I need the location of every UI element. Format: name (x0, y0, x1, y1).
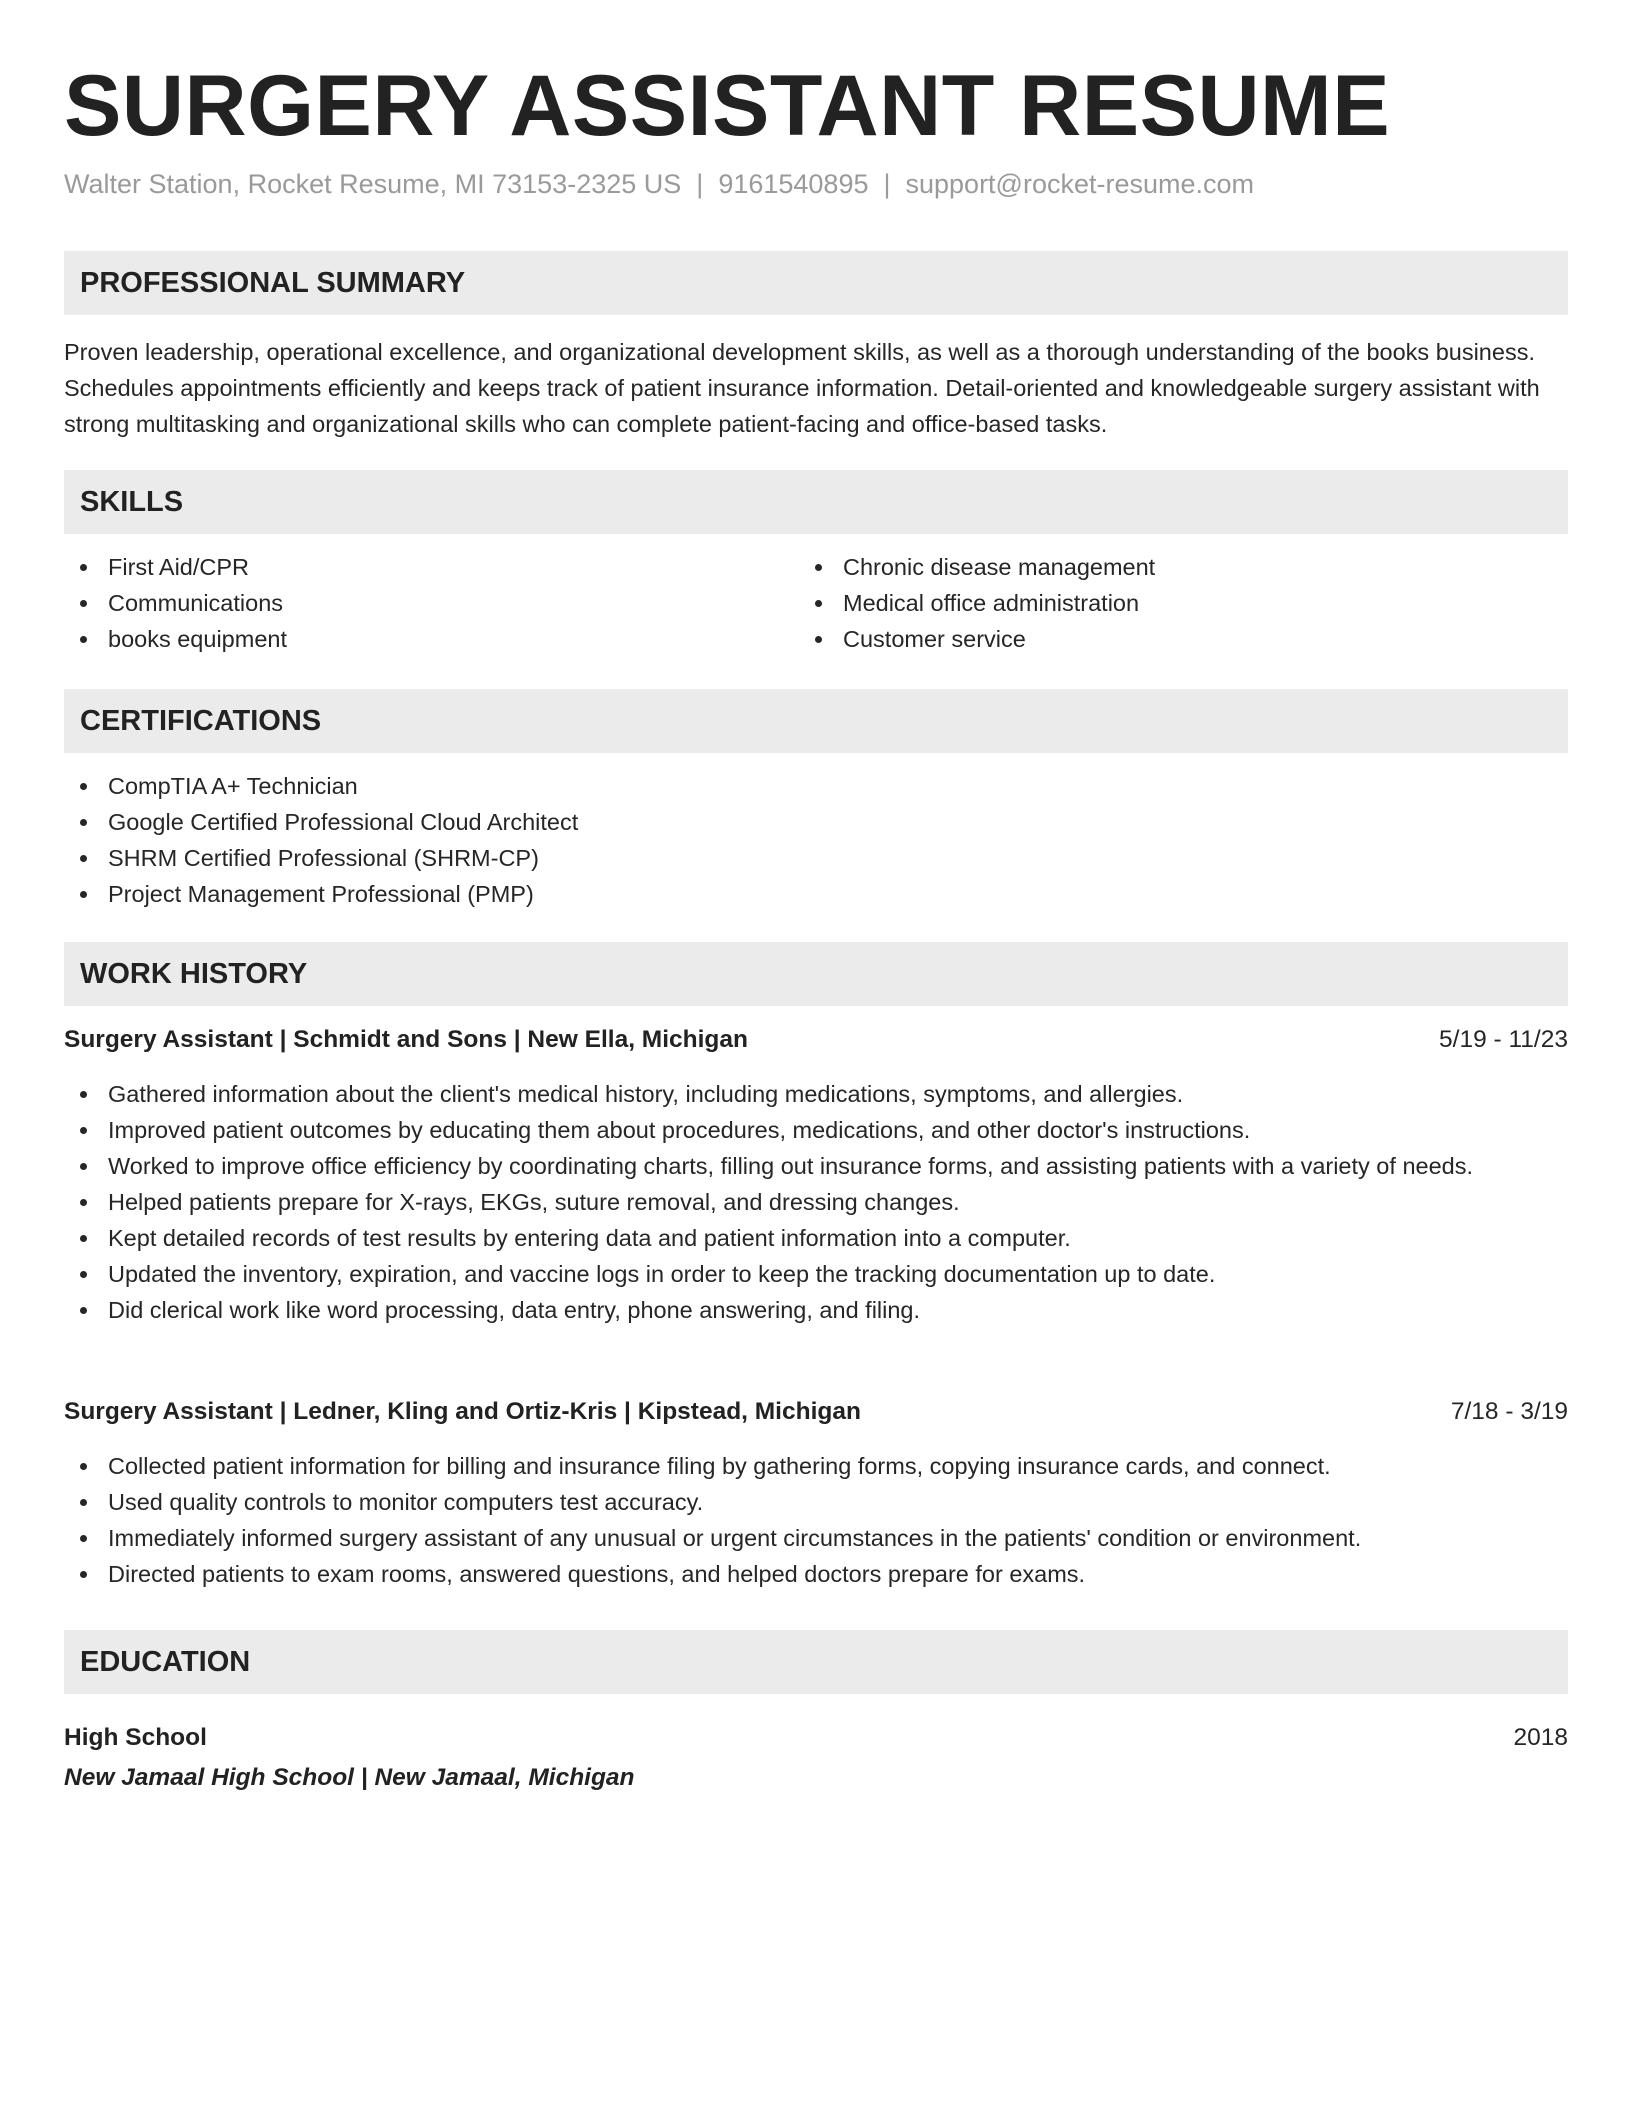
section-title: EDUCATION (80, 1646, 251, 1678)
job-title: Surgery Assistant | Schmidt and Sons | New Ella, Michigan (64, 1026, 748, 1053)
skill-item: Chronic disease management (799, 549, 1568, 585)
section-header-certifications (64, 689, 1568, 753)
job-header (64, 1022, 1568, 1058)
job-bullet: Worked to improve office efficiency by coordinating charts, filling out insurance forms, and assisting patients with a variety of needs. (64, 1148, 1568, 1184)
section-title: PROFESSIONAL SUMMARY (80, 267, 466, 299)
skill-item: First Aid/CPR (64, 549, 799, 585)
certification-item: Project Management Professional (PMP) (64, 876, 1568, 912)
education-header (64, 1720, 1568, 1756)
education-school: New Jamaal High School | New Jamaal, Michigan (64, 1764, 635, 1791)
job-bullet: Did clerical work like word processing, data entry, phone answering, and filing. (64, 1292, 1568, 1328)
job-header (64, 1394, 1568, 1430)
section-header-education (64, 1630, 1568, 1694)
job-bullet: Updated the inventory, expiration, and vaccine logs in order to keep the tracking documentation up to date. (64, 1256, 1568, 1292)
section-header-skills (64, 470, 1568, 534)
summary-text: Proven leadership, operational excellence, and organizational development skills, as well as a thorough understanding of the books business. Schedules appointments efficiently and keeps track of patient insurance information. Detail-oriented and knowledgeable surgery assistant with strong multitasking and organizational skills who can complete patient-facing and office-based tasks. (64, 339, 1540, 437)
skill-item: Customer service (799, 621, 1568, 657)
job-bullet: Kept detailed records of test results by entering data and patient information into a computer. (64, 1220, 1568, 1256)
job-dates: 5/19 - 11/23 (1439, 1026, 1568, 1053)
section-title: CERTIFICATIONS (80, 705, 322, 737)
skills-list-right (799, 549, 1568, 657)
contact-phone: 9161540895 (718, 169, 869, 199)
section-title: WORK HISTORY (80, 958, 308, 990)
contact-address: Walter Station, Rocket Resume, MI 73153-2325 US (64, 169, 682, 199)
contact-email: support@rocket-resume.com (905, 169, 1255, 199)
section-header-summary (64, 251, 1568, 315)
education-year: 2018 (1513, 1724, 1568, 1751)
job-title: Surgery Assistant | Ledner, Kling and Ortiz-Kris | Kipstead, Michigan (64, 1398, 861, 1425)
contact-line (64, 166, 1254, 202)
job-bullet: Used quality controls to monitor computers test accuracy. (64, 1484, 1568, 1520)
job-bullets (64, 1448, 1568, 1592)
skill-item: books equipment (64, 621, 799, 657)
section-title: SKILLS (80, 486, 184, 518)
job-bullet: Collected patient information for billing and insurance filing by gathering forms, copying insurance cards, and connect. (64, 1448, 1568, 1484)
certification-item: SHRM Certified Professional (SHRM-CP) (64, 840, 1568, 876)
certification-item: Google Certified Professional Cloud Architect (64, 804, 1568, 840)
section-header-work-history (64, 942, 1568, 1006)
job-bullet: Directed patients to exam rooms, answered questions, and helped doctors prepare for exams. (64, 1556, 1568, 1592)
skill-item: Communications (64, 585, 799, 621)
education-degree: High School (64, 1724, 207, 1751)
certification-item: CompTIA A+ Technician (64, 768, 1568, 804)
job-dates: 7/18 - 3/19 (1450, 1398, 1568, 1425)
resume-title: SURGERY ASSISTANT RESUME (64, 58, 1391, 154)
job-bullets (64, 1076, 1568, 1328)
job-bullet: Immediately informed surgery assistant of any unusual or urgent circumstances in the patients' condition or environment. (64, 1520, 1568, 1556)
job-bullet: Helped patients prepare for X-rays, EKGs, suture removal, and dressing changes. (64, 1184, 1568, 1220)
certifications-list (64, 768, 1568, 912)
job-bullet: Gathered information about the client's medical history, including medications, symptoms, and allergies. (64, 1076, 1568, 1112)
contact-separator: | (883, 169, 891, 199)
skills-list-left (64, 549, 799, 657)
job-bullet: Improved patient outcomes by educating them about procedures, medications, and other doctor's instructions. (64, 1112, 1568, 1148)
contact-separator: | (696, 169, 704, 199)
skill-item: Medical office administration (799, 585, 1568, 621)
